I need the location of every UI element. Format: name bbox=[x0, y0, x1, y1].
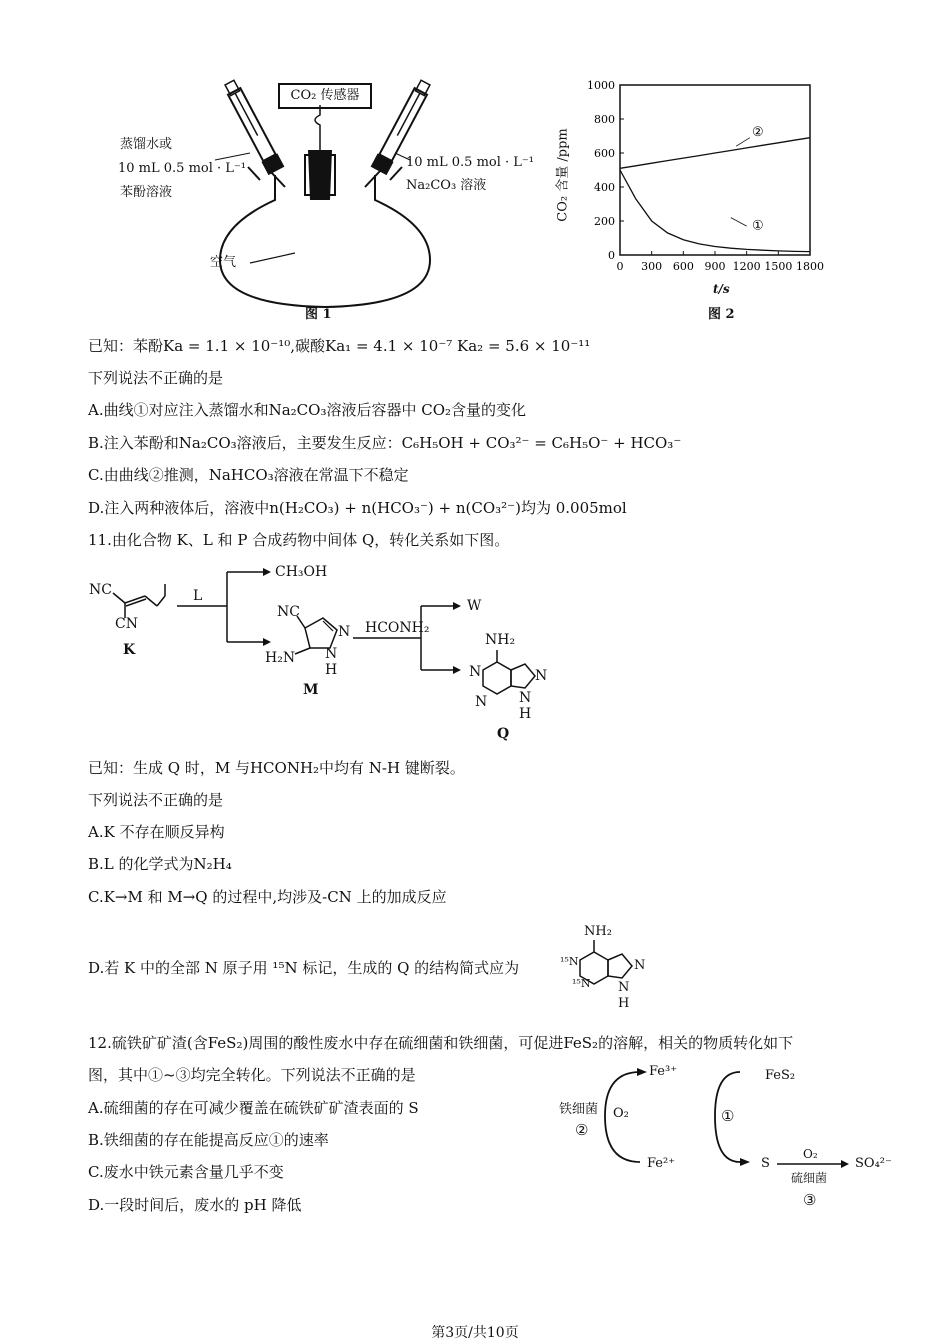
x-tick-label: 1200 bbox=[732, 260, 761, 273]
d-nh2: NH₂ bbox=[584, 924, 612, 939]
cycle-drawing bbox=[555, 1058, 895, 1218]
x-tick-label: 1500 bbox=[764, 260, 793, 273]
q12-option-a: A.硫细菌的存在可减少覆盖在硫铁矿矿渣表面的 S bbox=[88, 1099, 419, 1117]
k-nc: NC bbox=[89, 582, 112, 598]
q12-diagram bbox=[555, 1058, 895, 1218]
q10-known: 已知：苯酚Ka = 1.1 × 10⁻¹⁰,碳酸Ka₁ = 4.1 × 10⁻⁷ Ka₂ = 5.6 × 10⁻¹¹ bbox=[88, 337, 591, 355]
q-n1: N bbox=[469, 664, 482, 680]
y-tick-label: 400 bbox=[594, 181, 615, 194]
apparatus-drawing bbox=[110, 75, 550, 325]
figure-1-caption: 图 1 bbox=[305, 307, 332, 322]
q11-stem: 11.由化合物 K、L 和 P 合成药物中间体 Q，转化关系如下图。 bbox=[88, 531, 510, 549]
x-tick-label: 600 bbox=[672, 260, 694, 273]
left-label-1: 蒸馏水或 bbox=[120, 137, 173, 152]
x-tick-label: 900 bbox=[704, 260, 726, 273]
w-label: W bbox=[467, 598, 482, 614]
q10-option-b: B.注入苯酚和Na₂CO₃溶液后，主要发生反应：C₆H₅OH + CO₃²⁻ = C₆H₅O⁻ + HCO₃⁻ bbox=[88, 434, 682, 452]
m-h: H bbox=[325, 662, 338, 678]
q12-line2: 图，其中①~③均完全转化。下列说法不正确的是 bbox=[88, 1066, 416, 1084]
q12-option-c: C.废水中铁元素含量几乎不变 bbox=[88, 1163, 284, 1181]
curve-2-label: ② bbox=[751, 125, 764, 140]
x-tick-label: 0 bbox=[616, 260, 624, 273]
marker-3: ③ bbox=[803, 1191, 817, 1209]
d-nh: N bbox=[618, 980, 630, 995]
q-n3: N bbox=[535, 668, 548, 684]
curve-1-pointer bbox=[731, 218, 747, 227]
curve-1-label: ① bbox=[751, 218, 764, 234]
m-n: N bbox=[338, 624, 351, 640]
y-tick-label: 200 bbox=[594, 215, 615, 228]
q10-option-d: D.注入两种液体后，溶液中n(H₂CO₃) + n(HCO₃⁻) + n(CO₃²⁻)均为 0.005mol bbox=[88, 499, 627, 517]
q-nh2: NH₂ bbox=[485, 632, 516, 648]
m-label: M bbox=[303, 682, 319, 698]
left-label-2: 10 mL 0.5 mol · L⁻¹ bbox=[118, 161, 246, 176]
m-h2n: H₂N bbox=[265, 650, 296, 666]
q11-known: 已知：生成 Q 时，M 与HCONH₂中均有 N-H 键断裂。 bbox=[88, 759, 465, 777]
figure-2 bbox=[555, 75, 845, 325]
series-line-2 bbox=[620, 138, 810, 169]
q-n2: N bbox=[475, 694, 488, 710]
so4-label: SO₄²⁻ bbox=[855, 1156, 892, 1171]
d-n: N bbox=[634, 958, 646, 973]
chart-xlabel: t/s bbox=[713, 282, 730, 296]
sensor-label: CO₂ 传感器 bbox=[290, 88, 360, 103]
figure-2-caption: 图 2 bbox=[708, 307, 735, 322]
m-nh: N bbox=[325, 646, 338, 662]
ch3oh-label: CH₃OH bbox=[275, 564, 328, 580]
d-n15a: ¹⁵N bbox=[560, 955, 579, 968]
d-n15b: ¹⁵N bbox=[572, 977, 591, 990]
q11-option-a: A.K 不存在顺反异构 bbox=[88, 823, 225, 841]
q11-option-b: B.L 的化学式为N₂H₄ bbox=[88, 855, 232, 873]
marker-2: ② bbox=[575, 1121, 589, 1139]
y-tick-label: 1000 bbox=[587, 79, 615, 92]
q10-option-c: C.由曲线②推测，NaHCO₃溶液在常温下不稳定 bbox=[88, 466, 409, 484]
series-line-1 bbox=[620, 170, 810, 252]
reagent-label: HCONH₂ bbox=[365, 620, 430, 636]
air-label: 空气 bbox=[210, 255, 237, 270]
marker-1: ① bbox=[721, 1107, 735, 1125]
q12-option-d: D.一段时间后，废水的 pH 降低 bbox=[88, 1196, 302, 1214]
co2-chart bbox=[555, 75, 845, 305]
q11-stem2: 下列说法不正确的是 bbox=[88, 791, 224, 809]
figure-1 bbox=[110, 75, 550, 325]
fe2-label: Fe²⁺ bbox=[647, 1156, 676, 1171]
curve-2-pointer bbox=[736, 138, 750, 147]
page-footer: 第3页/共10页 bbox=[431, 1325, 519, 1341]
k-label: K bbox=[123, 642, 136, 658]
y-tick-label: 0 bbox=[608, 249, 615, 262]
o2-right-label: O₂ bbox=[803, 1147, 818, 1161]
bacteria-fe-label: 铁细菌 bbox=[559, 1102, 599, 1117]
d-h: H bbox=[618, 996, 630, 1011]
left-label-3: 苯酚溶液 bbox=[120, 185, 173, 200]
sensor-box bbox=[278, 83, 372, 109]
q-n4: N bbox=[519, 690, 532, 706]
o2-left-label: O₂ bbox=[613, 1106, 629, 1121]
y-tick-label: 800 bbox=[594, 113, 615, 126]
m-nc: NC bbox=[277, 604, 300, 620]
q10-option-a: A.曲线①对应注入蒸馏水和Na₂CO₃溶液后容器中 CO₂含量的变化 bbox=[88, 401, 527, 419]
right-label-2: Na₂CO₃ 溶液 bbox=[406, 178, 487, 193]
q12-option-b: B.铁细菌的存在能提高反应①的速率 bbox=[88, 1131, 329, 1149]
k-cn: CN bbox=[115, 616, 138, 632]
right-label-1: 10 mL 0.5 mol · L⁻¹ bbox=[406, 155, 534, 170]
q-h: H bbox=[519, 706, 532, 722]
q11-option-c: C.K→M 和 M→Q 的过程中,均涉及-CN 上的加成反应 bbox=[88, 888, 447, 906]
fes2-label: FeS₂ bbox=[765, 1068, 796, 1083]
q11-option-d: D.若 K 中的全部 N 原子用 ¹⁵N 标记，生成的 Q 的结构简式应为 bbox=[88, 959, 520, 977]
q11-scheme bbox=[85, 558, 605, 748]
l-label: L bbox=[193, 588, 203, 604]
y-tick-label: 600 bbox=[594, 147, 615, 160]
q10-stem: 下列说法不正确的是 bbox=[88, 369, 224, 387]
chart-ylabel: CO₂ 含量 /ppm bbox=[555, 128, 571, 222]
q12-line1: 12.硫铁矿矿渣(含FeS₂)周围的酸性废水中存在硫细菌和铁细菌，可促进FeS₂的溶解，相关的物质转化如下 bbox=[88, 1034, 794, 1052]
bacteria-s-label: 硫细菌 bbox=[791, 1171, 828, 1185]
chart-frame bbox=[620, 85, 810, 255]
q11-d-structure bbox=[558, 918, 668, 1018]
q-label: Q bbox=[497, 726, 510, 742]
x-tick-label: 1800 bbox=[796, 260, 824, 273]
s-label: S bbox=[761, 1156, 770, 1171]
fe3-label: Fe³⁺ bbox=[649, 1064, 678, 1079]
x-tick-label: 300 bbox=[641, 260, 663, 273]
